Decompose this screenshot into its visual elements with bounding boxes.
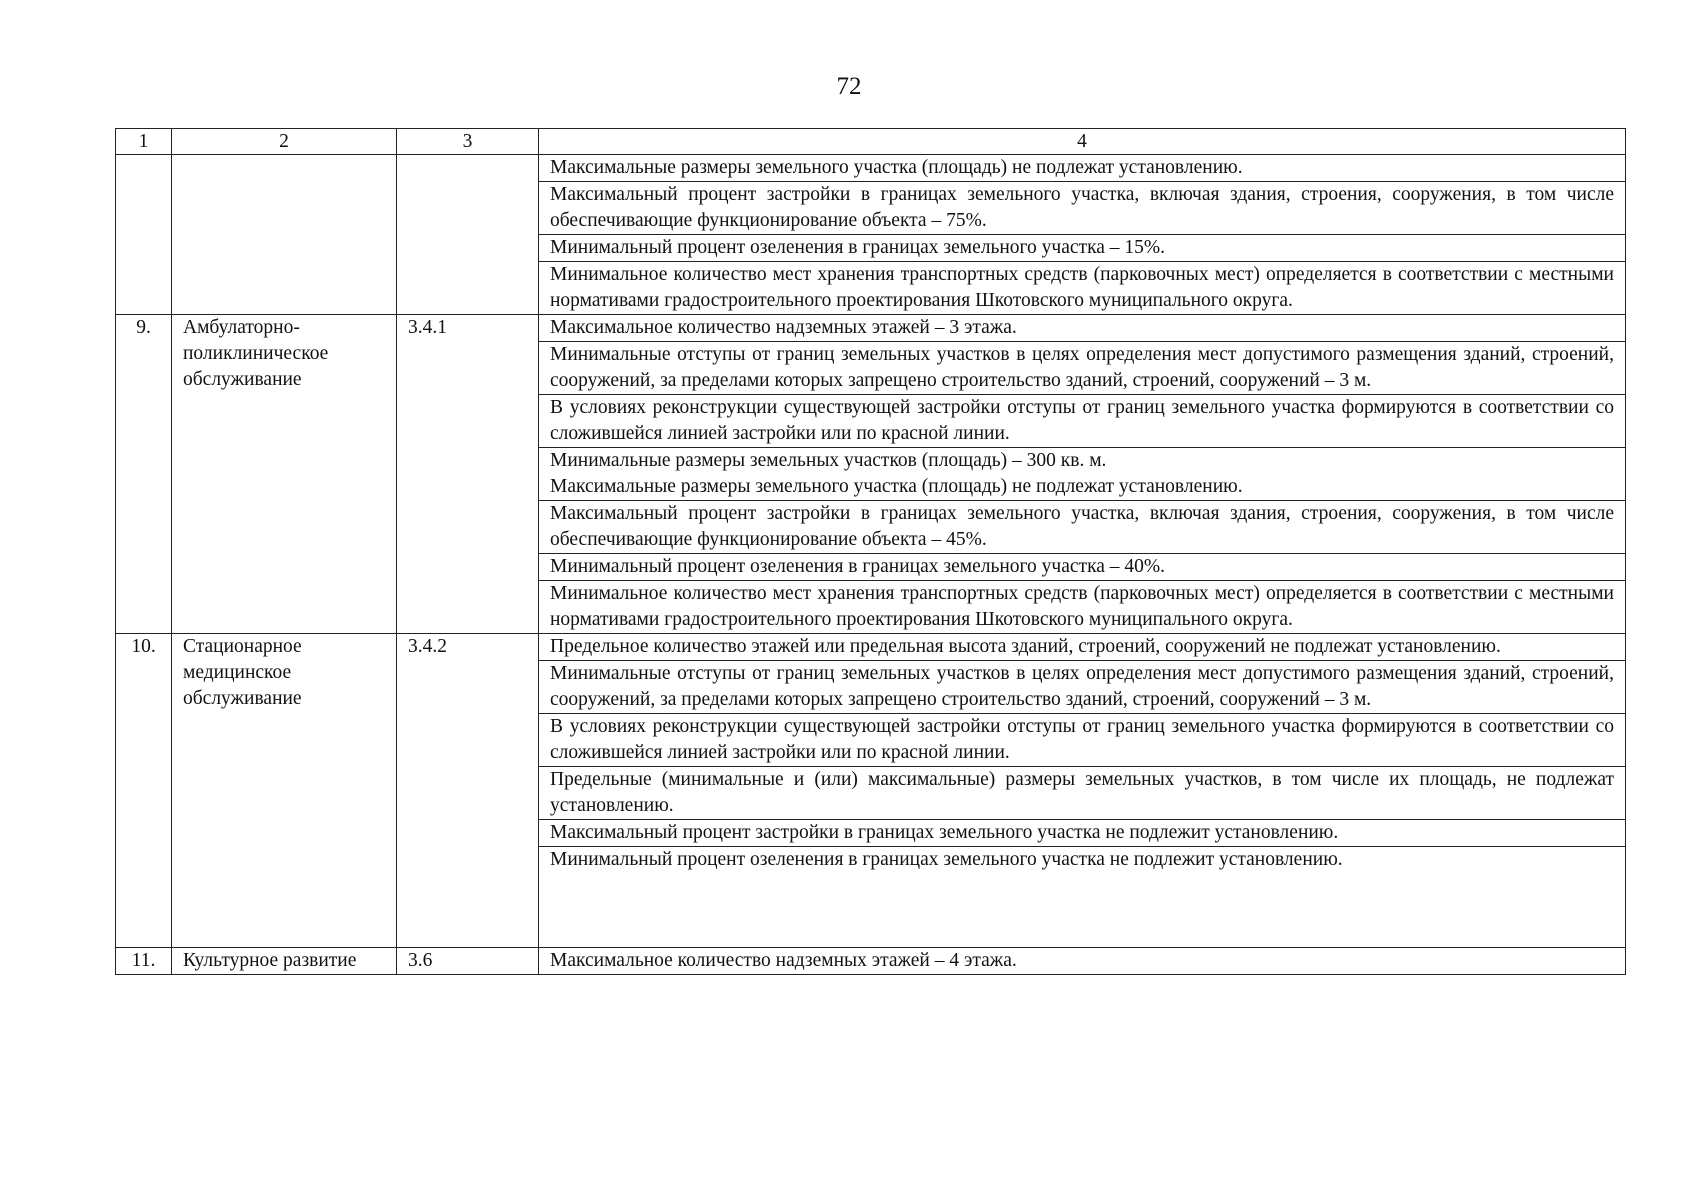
parameter-cell: Минимальное количество мест хранения транспортных средств (парковочных мест) определяется в соответствии с местными нормативами градостроительного проектирования Шкотовского муниципального округа. [539,262,1626,315]
table-row [116,315,1626,342]
row-number-cell: 11. [116,948,172,975]
row-number-cell: 9. [116,315,172,634]
page-number: 72 [836,73,862,100]
use-code-cell [397,155,539,315]
parameter-cell [539,448,1626,501]
row-number-cell: 10. [116,634,172,948]
parameter-cell: Минимальный процент озеленения в границах земельного участка не подлежит установлению. [539,847,1626,948]
column-header-2: 2 [172,129,397,155]
use-name-cell: Амбулаторно-поликлиническое обслуживание [172,315,397,634]
parameter-cell: Минимальный процент озеленения в границах земельного участка – 15%. [539,235,1626,262]
row-number-cell [116,155,172,315]
table-row [116,634,1626,661]
parameter-cell: Максимальное количество надземных этажей – 3 этажа. [539,315,1626,342]
use-code-cell: 3.6 [397,948,539,975]
parameter-cell: Максимальное количество надземных этажей – 4 этажа. [539,948,1626,975]
parameter-cell: В условиях реконструкции существующей застройки отступы от границ земельного участка формируются в соответствии со сложившейся линией застройки или по красной линии. [539,714,1626,767]
column-header-3: 3 [397,129,539,155]
column-header-1: 1 [116,129,172,155]
parameter-cell: Минимальное количество мест хранения транспортных средств (парковочных мест) определяется в соответствии с местными нормативами градостроительного проектирования Шкотовского муниципального округа. [539,581,1626,634]
use-name-cell [172,155,397,315]
use-name-cell: Стационарное медицинское обслуживание [172,634,397,948]
table-header-row [116,129,1626,155]
use-code-cell: 3.4.1 [397,315,539,634]
parameter-cell: Предельное количество этажей или предельная высота зданий, строений, сооружений не подлежат установлению. [539,634,1626,661]
table-row [116,948,1626,975]
parameter-cell: Максимальный процент застройки в границах земельного участка не подлежит установлению. [539,820,1626,847]
regulations-table [115,128,1626,975]
parameter-cell: Максимальные размеры земельного участка (площадь) не подлежат установлению. [539,155,1626,182]
use-name-cell: Культурное развитие [172,948,397,975]
parameter-cell: Предельные (минимальные и (или) максимальные) размеры земельных участков, в том числе их площадь, не подлежат установлению. [539,767,1626,820]
table-row [116,155,1626,182]
parameter-cell: Максимальный процент застройки в границах земельного участка, включая здания, строения, сооружения, в том числе обеспечивающие функционирование объекта – 45%. [539,501,1626,554]
use-code-cell: 3.4.2 [397,634,539,948]
parameter-cell: Максимальный процент застройки в границах земельного участка, включая здания, строения, сооружения, в том числе обеспечивающие функционирование объекта – 75%. [539,182,1626,235]
parameter-cell: В условиях реконструкции существующей застройки отступы от границ земельного участка формируются в соответствии со сложившейся линией застройки или по красной линии. [539,395,1626,448]
parameter-cell: Минимальные отступы от границ земельных участков в целях определения мест допустимого размещения зданий, строений, сооружений, за пределами которых запрещено строительство зданий, строений, сооружений – 3 м. [539,661,1626,714]
column-header-4: 4 [539,129,1626,155]
parameter-line: Минимальные размеры земельных участков (площадь) – 300 кв. м. [550,450,1107,471]
parameter-cell: Минимальный процент озеленения в границах земельного участка – 40%. [539,554,1626,581]
parameter-line: Максимальные размеры земельного участка (площадь) не подлежат установлению. [550,476,1243,497]
parameter-cell: Минимальные отступы от границ земельных участков в целях определения мест допустимого размещения зданий, строений, сооружений, за пределами которых запрещено строительство зданий, строений, сооружений – 3 м. [539,342,1626,395]
